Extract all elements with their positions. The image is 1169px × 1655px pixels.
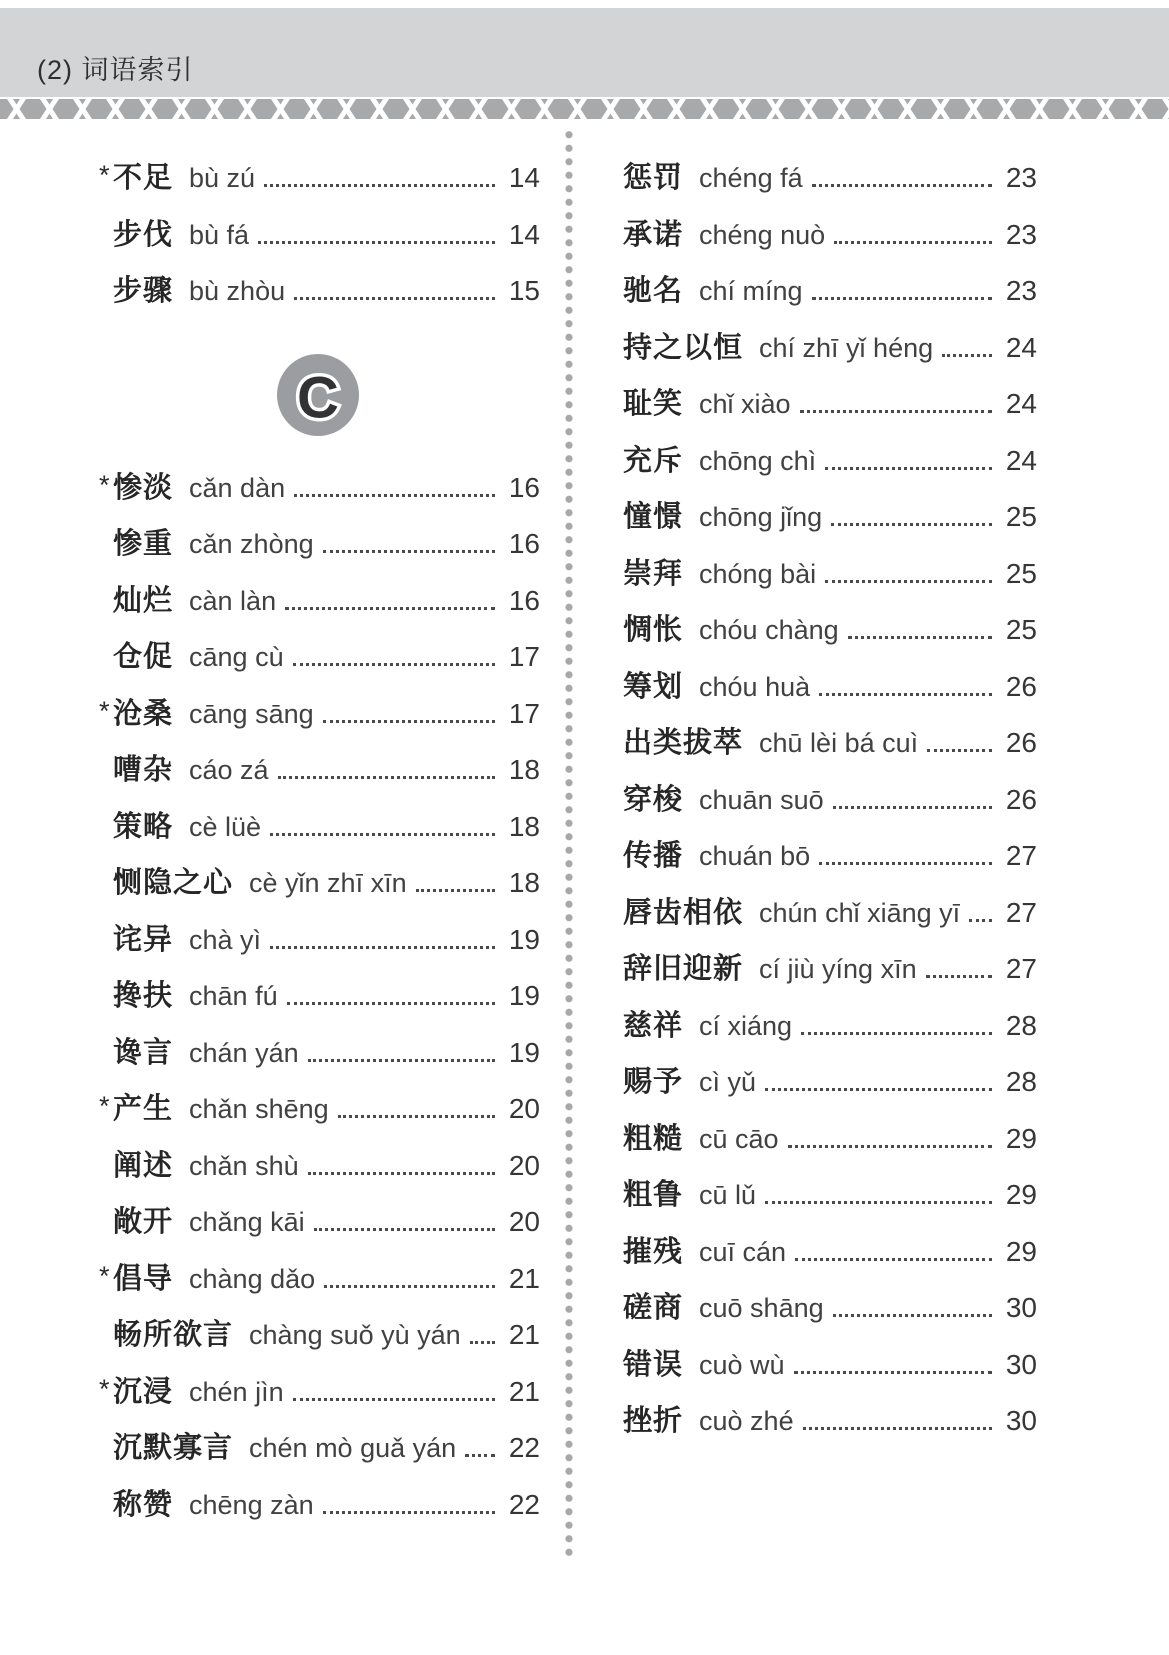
entry-page-number: 22 [508, 1488, 540, 1520]
entry-word: 阐述 [113, 1149, 174, 1182]
entry-word: 谗言 [113, 1036, 174, 1069]
dot-leader [285, 607, 495, 610]
index-entry [605, 890, 1037, 947]
entry-page-number: 21 [508, 1262, 540, 1294]
entry-word: 敞开 [113, 1206, 174, 1238]
index-entry [95, 155, 540, 212]
index-entry [605, 1398, 1037, 1455]
entry-pinyin: chóu chàng [699, 615, 839, 645]
entry-page-number: 27 [1005, 953, 1037, 984]
dot-leader [258, 241, 495, 244]
dot-leader [416, 889, 495, 892]
section-letter-block [95, 325, 540, 465]
entry-word: 唇齿相依 [623, 896, 744, 929]
entry-word: 驰名 [623, 275, 684, 307]
entry-word: 错误 [623, 1348, 684, 1381]
entry-word: 步骤 [113, 275, 174, 307]
starred-entry-marker: * [99, 1260, 110, 1291]
index-entry [95, 1482, 540, 1539]
entry-word: 仓促 [113, 641, 174, 673]
entry-pinyin: cí xiáng [699, 1010, 793, 1041]
dot-leader [926, 975, 992, 978]
dot-leader [294, 297, 495, 300]
entry-word: 惆怅 [623, 614, 684, 646]
entry-word: 摧残 [623, 1235, 684, 1268]
entry-word: 灿烂 [113, 584, 174, 617]
index-entry [605, 1172, 1037, 1229]
entry-word: 挫折 [623, 1405, 684, 1437]
dot-leader [465, 1454, 495, 1457]
entry-word: 惩罚 [623, 162, 684, 194]
dot-leader [314, 1228, 495, 1231]
index-entry [605, 1285, 1037, 1342]
dot-leader [294, 494, 495, 497]
dot-leader [800, 410, 992, 413]
entry-pinyin: cǎn dàn [189, 472, 286, 503]
index-entry [95, 521, 540, 578]
entry-page-number: 16 [508, 584, 540, 616]
entry-word: 筹划 [623, 670, 684, 703]
dot-leader [825, 580, 992, 583]
dot-leader [812, 184, 992, 187]
entry-page-number: 19 [508, 1036, 540, 1068]
entry-word: 嘈杂 [113, 754, 174, 786]
entry-page-number: 17 [508, 641, 540, 672]
entry-pinyin: cè lüè [189, 811, 262, 842]
entry-pinyin: cáo zá [189, 755, 269, 785]
index-entry [605, 664, 1037, 721]
entry-page-number: 15 [508, 275, 540, 306]
entry-word: 承诺 [623, 218, 684, 251]
entry-pinyin: chà yì [189, 924, 262, 955]
entry-pinyin: chōng jǐng [699, 502, 823, 532]
index-entry [95, 973, 540, 1030]
entry-page-number: 27 [1005, 896, 1037, 928]
starred-entry-marker: * [99, 160, 110, 190]
dot-leader [308, 1059, 495, 1062]
starred-entry-marker: * [99, 1373, 110, 1404]
entry-pinyin: cāng sāng [189, 698, 314, 729]
index-entry [605, 720, 1037, 777]
entry-pinyin: cū lǔ [699, 1180, 757, 1210]
entry-page-number: 16 [508, 471, 540, 503]
index-entry [95, 1425, 540, 1482]
dot-leader [264, 184, 495, 187]
section-letter-text: C [296, 365, 339, 430]
entry-page-number: 20 [508, 1206, 540, 1237]
index-entry [95, 917, 540, 974]
entry-word: 诧异 [113, 923, 174, 956]
right-column [605, 155, 1037, 1538]
entry-pinyin: cuò wù [699, 1349, 785, 1380]
index-entry [605, 1116, 1037, 1173]
index-entry [95, 1199, 540, 1256]
entry-page-number: 19 [508, 980, 540, 1011]
entry-pinyin: chéng nuò [699, 219, 826, 250]
entry-pinyin: cǎn zhòng [189, 529, 314, 559]
entry-page-number: 27 [1005, 840, 1037, 871]
dot-leader [942, 354, 992, 357]
entry-pinyin: chí míng [699, 276, 803, 306]
entry-word: 惨淡 [113, 471, 174, 504]
entry-pinyin: chí zhī yǐ héng [759, 332, 934, 363]
entry-page-number: 25 [1005, 501, 1037, 532]
entry-page-number: 18 [508, 754, 540, 785]
dot-leader [795, 1258, 992, 1261]
left-column [95, 155, 540, 1538]
starred-entry-marker: * [99, 1091, 110, 1121]
entry-page-number: 14 [508, 162, 540, 193]
index-entry [605, 607, 1037, 664]
entry-pinyin: chún chǐ xiāng yī [759, 897, 961, 928]
entry-page-number: 23 [1005, 218, 1037, 250]
decorative-chain-band [0, 99, 1169, 119]
entry-pinyin: chān fú [189, 981, 278, 1011]
entry-page-number: 30 [1005, 1405, 1037, 1436]
index-columns [0, 119, 1169, 1538]
entry-page-number: 21 [508, 1319, 540, 1350]
entry-page-number: 29 [1005, 1122, 1037, 1154]
index-entry [95, 578, 540, 635]
entry-page-number: 23 [1005, 162, 1037, 193]
entry-pinyin: chū lèi bá cuì [759, 728, 919, 758]
dot-leader [831, 523, 992, 526]
dot-leader [323, 1511, 495, 1514]
entry-pinyin: chén jìn [189, 1376, 284, 1407]
dot-leader [833, 1314, 992, 1317]
entry-pinyin: cū cāo [699, 1123, 779, 1154]
entry-page-number: 29 [1005, 1179, 1037, 1210]
entry-pinyin: cì yǔ [699, 1067, 757, 1097]
entry-pinyin: chǎn shēng [189, 1094, 329, 1124]
starred-entry-marker: * [99, 695, 110, 726]
entry-word: 憧憬 [623, 501, 684, 533]
entry-word: 磋商 [623, 1292, 684, 1324]
entry-page-number: 30 [1005, 1348, 1037, 1380]
index-entry [605, 1229, 1037, 1286]
entry-word: 步伐 [113, 218, 174, 251]
index-entry [95, 465, 540, 522]
entry-page-number: 25 [1005, 614, 1037, 645]
index-entry [605, 946, 1037, 1003]
entry-pinyin: cuī cán [699, 1236, 787, 1267]
entry-page-number: 19 [508, 923, 540, 955]
index-entry [605, 325, 1037, 382]
right-column-entries [605, 155, 1037, 1455]
entry-page-number: 24 [1005, 444, 1037, 476]
entry-pinyin: càn làn [189, 585, 277, 616]
entry-pinyin: bù zú [189, 163, 256, 193]
entry-page-number: 26 [1005, 670, 1037, 702]
dot-leader [470, 1341, 495, 1344]
entry-word: 搀扶 [113, 980, 174, 1012]
index-entry [95, 1369, 540, 1426]
entry-pinyin: cāng cù [189, 642, 284, 672]
dot-leader [338, 1115, 495, 1118]
entry-word: 沉默寡言 [113, 1432, 234, 1464]
index-entry [95, 804, 540, 861]
section-letter-c-badge-icon [277, 354, 359, 436]
entry-page-number: 21 [508, 1375, 540, 1407]
entry-page-number: 24 [1005, 331, 1037, 363]
entry-pinyin: chǐ xiào [699, 389, 791, 419]
entry-pinyin: bù zhòu [189, 276, 286, 306]
entry-word: 恻隐之心 [113, 867, 234, 899]
entry-word: 策略 [113, 810, 174, 843]
index-entry [605, 381, 1037, 438]
index-entry [95, 747, 540, 804]
index-entry [605, 268, 1037, 325]
index-entry [605, 212, 1037, 269]
index-entry [95, 1086, 540, 1143]
entry-page-number: 26 [1005, 783, 1037, 815]
index-entry [95, 268, 540, 325]
index-entry [95, 1256, 540, 1313]
left-column-entries-before-letter [95, 155, 540, 325]
entry-pinyin: chēng zàn [189, 1489, 314, 1520]
entry-page-number: 28 [1005, 1009, 1037, 1041]
dot-leader [788, 1145, 992, 1148]
dot-leader [270, 946, 495, 949]
entry-pinyin: chóng bài [699, 558, 817, 589]
index-entry [95, 212, 540, 269]
entry-pinyin: chéng fá [699, 163, 803, 193]
dot-leader [308, 1172, 495, 1175]
index-entry [605, 438, 1037, 495]
entry-pinyin: chén mò guǎ yán [249, 1433, 457, 1463]
entry-word: 赐予 [623, 1066, 684, 1098]
dot-leader [848, 636, 992, 639]
dot-leader [287, 1002, 495, 1005]
entry-pinyin: chàng dǎo [189, 1263, 316, 1294]
entry-word: 慈祥 [623, 1009, 684, 1042]
entry-page-number: 16 [508, 528, 540, 559]
dot-leader [819, 862, 992, 865]
dot-leader [293, 663, 495, 666]
dot-leader [834, 241, 992, 244]
index-entry [95, 1312, 540, 1369]
dot-leader [969, 919, 992, 922]
index-entry [605, 777, 1037, 834]
dot-leader [765, 1201, 992, 1204]
entry-word: 传播 [623, 840, 684, 872]
entry-word: 辞旧迎新 [623, 953, 744, 985]
entry-word: 持之以恒 [623, 331, 744, 364]
entry-word: 耻笑 [623, 388, 684, 420]
entry-page-number: 22 [508, 1432, 540, 1463]
dot-leader [293, 1398, 495, 1401]
entry-word: 畅所欲言 [113, 1319, 234, 1351]
entry-pinyin: chǎng kāi [189, 1207, 305, 1237]
index-entry [95, 691, 540, 748]
dot-leader [812, 297, 992, 300]
entry-pinyin: chǎn shù [189, 1150, 299, 1181]
index-entry [605, 551, 1037, 608]
entry-page-number: 14 [508, 218, 540, 250]
page-header [0, 8, 1169, 97]
dot-leader [825, 467, 992, 470]
page-title: (2) 词语索引 [37, 55, 194, 85]
entry-word: 崇拜 [623, 557, 684, 590]
entry-pinyin: bù fá [189, 219, 250, 250]
entry-page-number: 30 [1005, 1292, 1037, 1323]
entry-pinyin: cè yǐn zhī xīn [249, 868, 407, 898]
dot-leader [801, 1032, 992, 1035]
entry-word: 粗鲁 [623, 1179, 684, 1211]
dot-leader [765, 1088, 992, 1091]
entry-pinyin: chán yán [189, 1037, 299, 1068]
entry-word: 不足 [113, 162, 174, 194]
entry-pinyin: chóu huà [699, 671, 811, 702]
index-entry [95, 860, 540, 917]
dot-leader [833, 806, 992, 809]
entry-page-number: 20 [508, 1149, 540, 1181]
entry-word: 出类拔萃 [623, 727, 744, 759]
index-entry [605, 155, 1037, 212]
dot-leader [324, 1285, 495, 1288]
entry-word: 称赞 [113, 1488, 174, 1521]
entry-page-number: 23 [1005, 275, 1037, 306]
index-entry [605, 494, 1037, 551]
dot-leader [803, 1427, 992, 1430]
entry-word: 穿梭 [623, 783, 684, 816]
entry-word: 产生 [113, 1093, 174, 1125]
column-divider-dotted-line [563, 128, 575, 1562]
dot-leader [927, 749, 992, 752]
dot-leader [270, 833, 495, 836]
entry-pinyin: chuán bō [699, 841, 811, 871]
entry-page-number: 29 [1005, 1235, 1037, 1267]
dot-leader [819, 693, 992, 696]
entry-word: 惨重 [113, 528, 174, 560]
left-column-entries-after-letter [95, 465, 540, 1539]
dot-leader [323, 550, 495, 553]
starred-entry-marker: * [99, 469, 110, 500]
dot-leader [278, 776, 495, 779]
entry-pinyin: cuō shāng [699, 1293, 824, 1323]
entry-pinyin: chàng suǒ yù yán [249, 1320, 461, 1350]
index-entry [605, 833, 1037, 890]
entry-pinyin: chōng chì [699, 445, 817, 476]
index-entry [605, 1003, 1037, 1060]
entry-page-number: 18 [508, 810, 540, 842]
entry-page-number: 20 [508, 1093, 540, 1124]
dot-leader [323, 720, 495, 723]
entry-page-number: 26 [1005, 727, 1037, 758]
entry-page-number: 25 [1005, 557, 1037, 589]
entry-pinyin: cí jiù yíng xīn [759, 954, 917, 984]
index-entry [95, 1030, 540, 1087]
index-entry [95, 1143, 540, 1200]
entry-word: 充斥 [623, 444, 684, 477]
entry-word: 沧桑 [113, 697, 174, 730]
entry-word: 沉浸 [113, 1375, 174, 1408]
dot-leader [794, 1371, 992, 1374]
index-entry [605, 1342, 1037, 1399]
entry-page-number: 18 [508, 867, 540, 898]
index-entry [605, 1059, 1037, 1116]
entry-page-number: 28 [1005, 1066, 1037, 1097]
index-entry [95, 634, 540, 691]
entry-word: 粗糙 [623, 1122, 684, 1155]
entry-page-number: 17 [508, 697, 540, 729]
entry-pinyin: cuò zhé [699, 1406, 794, 1436]
entry-word: 倡导 [113, 1262, 174, 1295]
entry-page-number: 24 [1005, 388, 1037, 419]
entry-pinyin: chuān suō [699, 784, 824, 815]
